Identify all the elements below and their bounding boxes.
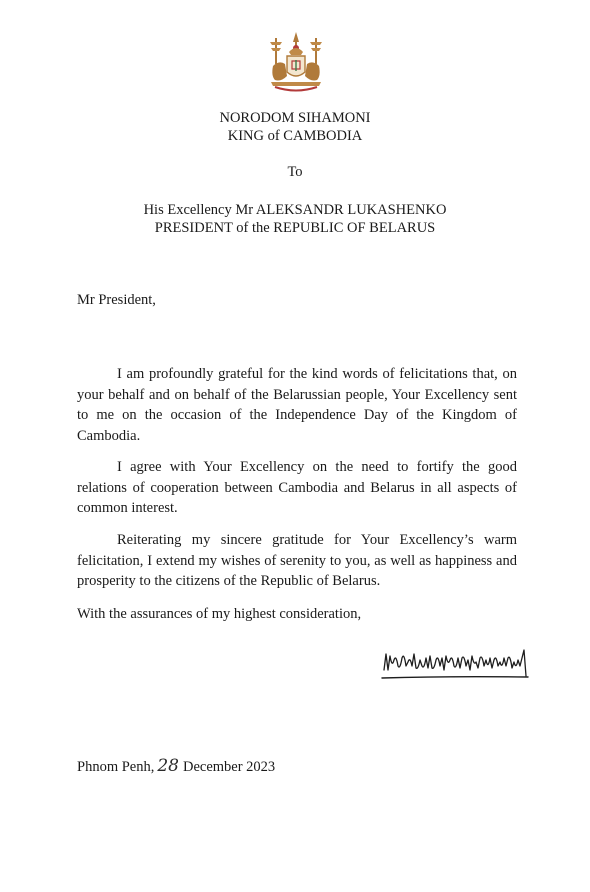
royal-arms-of-cambodia-icon	[261, 30, 331, 96]
recipient-title: PRESIDENT of the REPUBLIC OF BELARUS	[154, 220, 436, 236]
handwritten-day: 28	[157, 756, 179, 776]
paragraph-1: I am profoundly grateful for the kind words of felicitations that, on your behalf and on behalf of the Belarussian people, Your Excellency sent to me on the occasion of the Independence Day of the Kingdom of Cambodia.	[77, 366, 517, 444]
place-and-date	[77, 756, 275, 777]
sender-title: KING of CAMBODIA	[227, 128, 363, 144]
recipient-name: His Excellency Mr ALEKSANDR LUKASHENKO	[143, 202, 447, 218]
sender-name: NORODOM SIHAMONI	[219, 110, 371, 126]
place: Phnom Penh,	[77, 759, 155, 775]
closing-line: With the assurances of my highest consideration,	[77, 606, 362, 622]
to-label: To	[287, 164, 303, 180]
signature	[378, 640, 548, 686]
paragraph-3: Reiterating my sincere gratitude for Your Excellency’s warm felicitation, I extend my wishes of serenity to you, as well as happiness and prosperity to the citizens of the Republic of Belarus.	[77, 532, 517, 589]
salutation: Mr President,	[77, 292, 156, 308]
paragraph-2: I agree with Your Excellency on the need to fortify the good relations of cooperation between Cambodia and Belarus in all aspects of common interest.	[77, 459, 517, 516]
month-year: December 2023	[182, 759, 276, 775]
